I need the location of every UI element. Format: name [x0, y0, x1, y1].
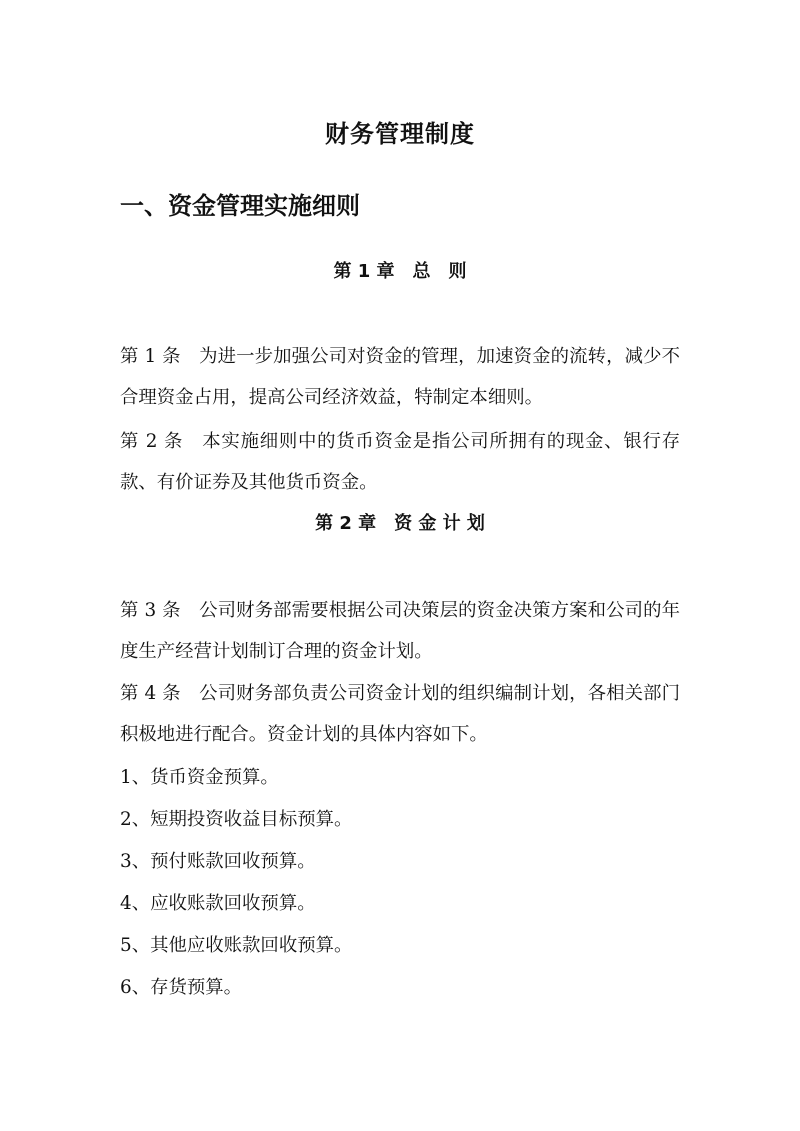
list-item: 3、预付账款回收预算。 — [120, 851, 316, 872]
list-item: 4、应收账款回收预算。 — [120, 893, 316, 914]
list-item: 2、短期投资收益目标预算。 — [120, 809, 353, 830]
list-item: 5、其他应收账款回收预算。 — [120, 935, 353, 956]
budget-item-list — [120, 757, 352, 1009]
article-2: 第 2 条 本实施细则中的货币资金是指公司所拥有的现金、银行存款、有价证券及其他货币资金。 — [120, 431, 680, 493]
list-item: 1、货币资金预算。 — [120, 767, 279, 788]
page-title: 财务管理制度 — [325, 120, 475, 148]
section-heading: 一、资金管理实施细则 — [120, 192, 360, 220]
chapter-2-heading: 第 2 章 资 金 计 划 — [315, 513, 485, 534]
article-1: 第 1 条 为进一步加强公司对资金的管理，加速资金的流转，减少不合理资金占用，提高公司经济效益，特制定本细则。 — [120, 346, 680, 408]
article-3: 第 3 条 公司财务部需要根据公司决策层的资金决策方案和公司的年度生产经营计划制订合理的资金计划。 — [120, 600, 680, 662]
list-item: 6、存货预算。 — [120, 977, 243, 998]
chapter-1-heading: 第 1 章 总 则 — [333, 261, 467, 282]
article-4: 第 4 条 公司财务部负责公司资金计划的组织编制计划，各相关部门积极地进行配合。资金计划的具体内容如下。 — [120, 683, 680, 745]
